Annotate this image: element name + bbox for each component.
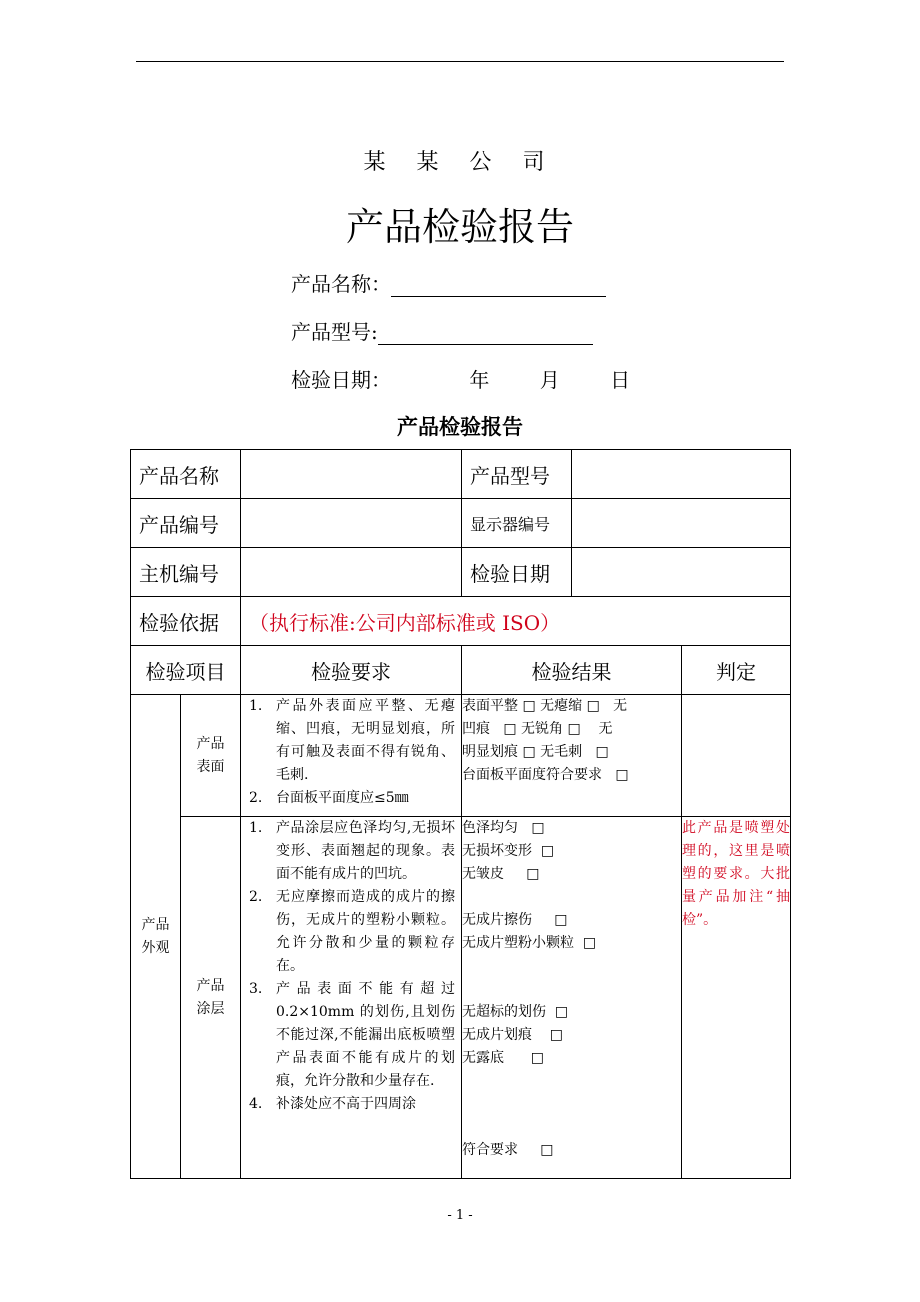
result-line: 色泽均匀 □ bbox=[462, 820, 545, 836]
requirement-column-header: 检验要求 bbox=[241, 646, 462, 695]
item-column-header: 检验项目 bbox=[131, 646, 241, 695]
info-row-basis bbox=[131, 597, 791, 646]
host-number-cell[interactable] bbox=[241, 548, 462, 597]
product-model-header: 产品型号 bbox=[462, 450, 572, 499]
coating-results[interactable] bbox=[462, 817, 682, 1179]
result-line: 无超标的划伤 □ bbox=[462, 1004, 569, 1020]
surface-label: 产品表面 bbox=[181, 695, 241, 817]
surface-requirements bbox=[241, 695, 462, 817]
document-title: 产品检验报告 bbox=[345, 205, 574, 249]
result-column-header: 检验结果 bbox=[462, 646, 682, 695]
result-line: 无损坏变形 □ bbox=[462, 843, 555, 859]
column-header-row bbox=[131, 646, 791, 695]
info-row-host-date bbox=[131, 548, 791, 597]
date-year: 年 bbox=[469, 368, 490, 392]
page-number: - 1 - bbox=[447, 1208, 473, 1223]
product-model-field bbox=[291, 316, 593, 345]
result-line: 凹痕 □ 无锐角 □ 无 bbox=[462, 721, 613, 737]
header-rule bbox=[136, 61, 784, 62]
basis-header: 检验依据 bbox=[131, 597, 241, 646]
requirement-item: 1. 产品涂层应色泽均匀,无损坏变形、表面翘起的现象。表面不能有成片的凹坑。 bbox=[249, 820, 455, 882]
info-row-name-model bbox=[131, 450, 791, 499]
inspection-date-header: 检验日期 bbox=[462, 548, 572, 597]
inspection-date-label: 检验日期： bbox=[291, 368, 391, 392]
product-name-field bbox=[291, 268, 606, 297]
display-number-header: 显示器编号 bbox=[462, 499, 572, 548]
surface-judgment-cell[interactable] bbox=[682, 695, 791, 817]
surface-row bbox=[131, 695, 791, 817]
result-line: 无成片划痕 □ bbox=[462, 1027, 564, 1043]
inspection-date-cell[interactable] bbox=[572, 548, 791, 597]
product-name-blank[interactable] bbox=[391, 272, 606, 297]
coating-label: 产品涂层 bbox=[181, 817, 241, 1179]
host-number-header: 主机编号 bbox=[131, 548, 241, 597]
result-line: 符合要求 □ bbox=[462, 1142, 554, 1158]
product-number-cell[interactable] bbox=[241, 499, 462, 548]
requirement-item: 3. 产品表面不能有超过 0.2×10mm 的划伤,且划伤不能过深,不能漏出底板喷塑产品表面不能有成片的划痕，允许分散和少量存在. bbox=[249, 981, 455, 1089]
requirement-item: 2. 台面板平面度应≤5㎜ bbox=[249, 790, 409, 806]
coating-requirements bbox=[241, 817, 462, 1179]
product-number-header: 产品编号 bbox=[131, 499, 241, 548]
inspection-date-field bbox=[291, 364, 630, 393]
result-line: 表面平整 □ 无瘪缩 □ 无 bbox=[462, 698, 628, 714]
company-name: 某 某 公 司 bbox=[363, 150, 557, 175]
info-row-number-display bbox=[131, 499, 791, 548]
report-subtitle: 产品检验报告 bbox=[397, 415, 523, 439]
result-line: 无成片塑粉小颗粒 □ bbox=[462, 935, 597, 951]
date-day: 日 bbox=[610, 368, 631, 392]
product-model-label: 产品型号: bbox=[291, 320, 378, 344]
coating-row bbox=[131, 817, 791, 1179]
inspection-table bbox=[130, 449, 791, 1179]
judgment-column-header: 判定 bbox=[682, 646, 791, 695]
result-line: 台面板平面度符合要求 □ bbox=[462, 767, 629, 783]
coating-judgment-note: 此产品是喷塑处理的，这里是喷塑的要求。大批量产品加注“抽检”。 bbox=[682, 817, 791, 1179]
surface-results[interactable] bbox=[462, 695, 682, 817]
result-line: 无露底 □ bbox=[462, 1050, 544, 1066]
appearance-category: 产品外观 bbox=[131, 695, 181, 1179]
requirement-item: 4. 补漆处应不高于四周涂 bbox=[249, 1096, 416, 1112]
product-name-cell[interactable] bbox=[241, 450, 462, 499]
requirement-item: 1. 产品外表面应平整、无瘪缩、凹痕，无明显划痕，所有可触及表面不得有锐角、毛刺. bbox=[249, 698, 455, 783]
date-month: 月 bbox=[539, 368, 560, 392]
result-line: 明显划痕 □ 无毛刺 □ bbox=[462, 744, 609, 760]
result-line: 无成片擦伤 □ bbox=[462, 912, 568, 928]
requirement-item: 2. 无应摩擦而造成的成片的擦伤，无成片的塑粉小颗粒。允许分散和少量的颗粒存在。 bbox=[249, 889, 455, 974]
result-line: 无皱皮 □ bbox=[462, 866, 540, 882]
basis-value: （执行标准:公司内部标准或 ISO） bbox=[241, 597, 791, 646]
product-name-label: 产品名称： bbox=[291, 272, 391, 296]
product-model-cell[interactable] bbox=[572, 450, 791, 499]
product-name-header: 产品名称 bbox=[131, 450, 241, 499]
display-number-cell[interactable] bbox=[572, 499, 791, 548]
product-model-blank[interactable] bbox=[378, 320, 593, 345]
